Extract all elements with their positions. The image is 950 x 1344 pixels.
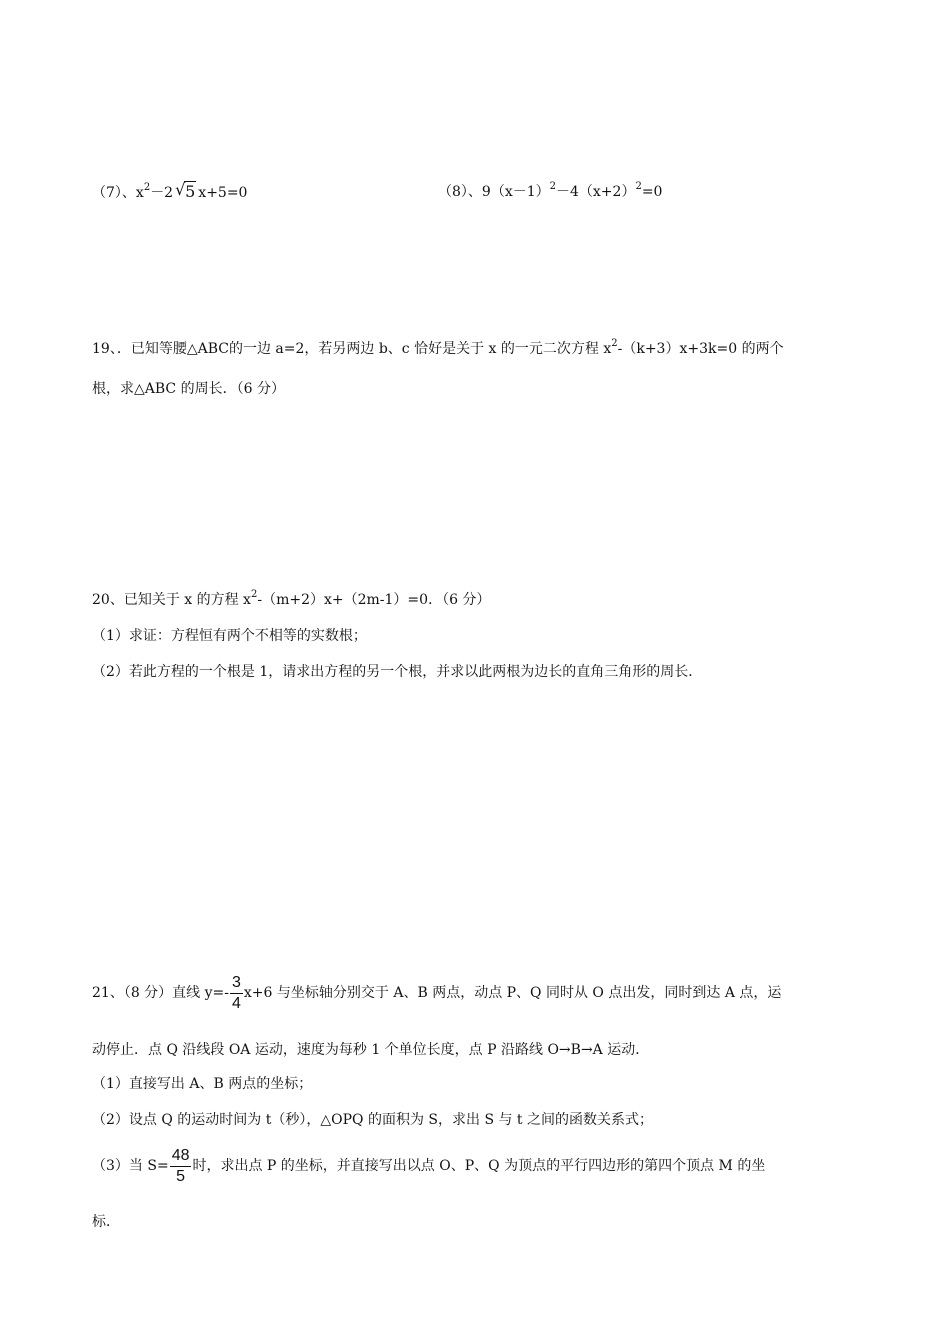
q21-sub3-text-a: （3）当 S= bbox=[92, 1158, 169, 1174]
q21-sub3-frac-den: 5 bbox=[176, 1167, 186, 1185]
q21-frac-num: 3 bbox=[230, 973, 243, 994]
q19-line-2: 根，求△ABC 的周长．（6 分） bbox=[92, 381, 285, 397]
q21-sub-2: （2）设点 Q 的运动时间为 t（秒），△OPQ 的面积为 S，求出 S 与 t 之间的函数关系式； bbox=[92, 1112, 654, 1128]
equation-8 bbox=[438, 182, 662, 204]
q21-sub3-fraction bbox=[170, 1146, 192, 1187]
eq7-radicand: 5 bbox=[185, 182, 196, 201]
eq7-minus: －2 bbox=[150, 185, 174, 201]
equation-7 bbox=[92, 182, 247, 205]
eq7-exponent: 2 bbox=[143, 182, 151, 193]
q21-line-1 bbox=[92, 972, 781, 1014]
q20-line-1 bbox=[92, 590, 490, 612]
eq7-suffix: x+5=0 bbox=[198, 185, 248, 201]
q21-sub-1: （1）直接写出 A、B 两点的坐标； bbox=[92, 1076, 313, 1092]
q21-frac-den: 4 bbox=[232, 994, 241, 1012]
eq8-part2: －4（x+2） bbox=[556, 184, 636, 200]
eq8-exponent-1: 2 bbox=[549, 181, 556, 192]
q21-line-2: 动停止．点 Q 沿线段 OA 运动，速度为每秒 1 个单位长度，点 P 沿路线 O→B→A 运动． bbox=[92, 1042, 650, 1058]
q21-sub-3 bbox=[92, 1145, 765, 1187]
q19-text-b: -（k+3）x+3k=0 的两个 bbox=[617, 341, 784, 357]
q19-line-1 bbox=[92, 339, 784, 361]
q21-sub3-text-b: 时，求出点 P 的坐标，并直接写出以点 O、P、Q 为顶点的平行四边形的第四个顶点 M 的坐 bbox=[192, 1158, 766, 1174]
q21-sub3-frac-num: 48 bbox=[170, 1146, 192, 1167]
q21-fraction bbox=[230, 973, 243, 1014]
eq8-part3: =0 bbox=[641, 184, 663, 200]
sqrt-radical: √ 5 bbox=[175, 180, 196, 201]
q19-text-a: 19、．已知等腰△ABC的一边 a=2，若另两边 b、c 恰好是关于 x 的一元二次方程 x bbox=[92, 341, 612, 357]
q20-sub-2: （2）若此方程的一个根是 1，请求出方程的另一个根，并求以此两根为边长的直角三角形的周长． bbox=[92, 664, 703, 680]
eq7-prefix: （7）、x bbox=[92, 185, 144, 201]
eq8-exponent-2: 2 bbox=[635, 181, 642, 192]
q20-exponent: 2 bbox=[250, 589, 258, 600]
q20-text-b: -（m+2）x+（2m-1）=0．（6 分） bbox=[257, 592, 491, 608]
eq8-part1: （8）、9（x－1） bbox=[438, 184, 550, 200]
q19-exponent: 2 bbox=[611, 338, 618, 349]
q21-sub-3-line-2: 标． bbox=[92, 1214, 120, 1230]
q21-text-a: 21、（8 分）直线 y=- bbox=[92, 985, 229, 1001]
q21-text-b: x+6 与坐标轴分别交于 A、B 两点，动点 P、Q 同时从 O 点出发，同时到达 A 点，运 bbox=[243, 985, 782, 1001]
q20-sub-1: （1）求证：方程恒有两个不相等的实数根； bbox=[92, 628, 367, 644]
q20-text-a: 20、已知关于 x 的方程 x bbox=[92, 592, 251, 608]
